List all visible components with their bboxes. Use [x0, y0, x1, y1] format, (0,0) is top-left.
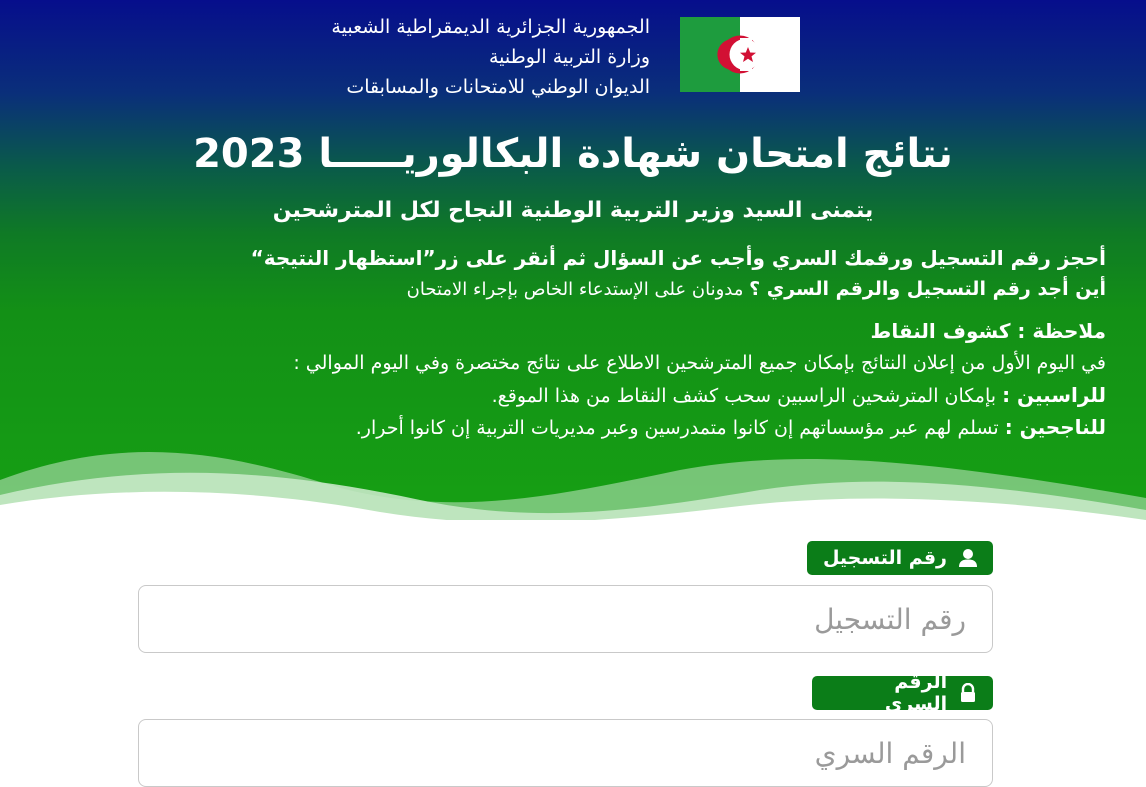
note-passed-label: للناجحين : [1004, 415, 1106, 439]
note-passed [150, 412, 1106, 443]
wave-decoration [0, 440, 1146, 520]
instruction-question: أين أجد رقم التسجيل والرقم السري ؟ [749, 278, 1106, 300]
secret-label-text: الرقم السري [884, 671, 948, 715]
secret-label [812, 671, 993, 715]
note-failed-text: بإمكان المترشحين الراسبين سحب كشف النقاط من هذا الموقع. [491, 385, 1003, 407]
note-failed [150, 380, 1106, 411]
registration-label [807, 541, 993, 575]
header-line-office: الديوان الوطني للامتحانات والمسابقات [346, 76, 650, 98]
page-subtitle: يتمنى السيد وزير التربية الوطنية النجاح لكل المترشحين [272, 198, 874, 223]
ministry-header [250, 12, 650, 102]
header-line-republic: الجمهورية الجزائرية الديمقراطية الشعبية [331, 16, 650, 38]
note-line: في اليوم الأول من إعلان النتائج بإمكان جميع المترشحين الاطلاع على نتائج مختصرة وفي اليوم الموالي : [293, 352, 1106, 374]
user-icon [957, 547, 979, 569]
secret-field[interactable] [138, 719, 993, 787]
registration-input[interactable] [139, 586, 992, 652]
instruction-answer: مدونان على الإستدعاء الخاص بإجراء الامتحان [406, 279, 750, 300]
header-line-ministry: وزارة التربية الوطنية [489, 46, 650, 68]
note-failed-label: للراسبين : [1002, 383, 1106, 407]
page-title: نتائج امتحان شهادة البكالوريـــــا 2023 [193, 131, 953, 177]
algeria-flag-icon [680, 17, 800, 92]
note-title: ملاحظة : كشوف النقاط [870, 319, 1106, 343]
registration-label-text: رقم التسجيل [822, 547, 947, 569]
instruction-where [150, 275, 1106, 304]
lock-icon [957, 682, 979, 704]
instruction-line: أحجز رقم التسجيل ورقمك السري وأجب عن السؤال ثم أنقر على زر”استظهار النتيجة“ [250, 246, 1106, 270]
secret-input[interactable] [139, 720, 992, 786]
note-passed-text: تسلم لهم عبر مؤسساتهم إن كانوا متمدرسين وعبر مديريات التربية إن كانوا أحرار. [355, 417, 1005, 439]
registration-field[interactable] [138, 585, 993, 653]
